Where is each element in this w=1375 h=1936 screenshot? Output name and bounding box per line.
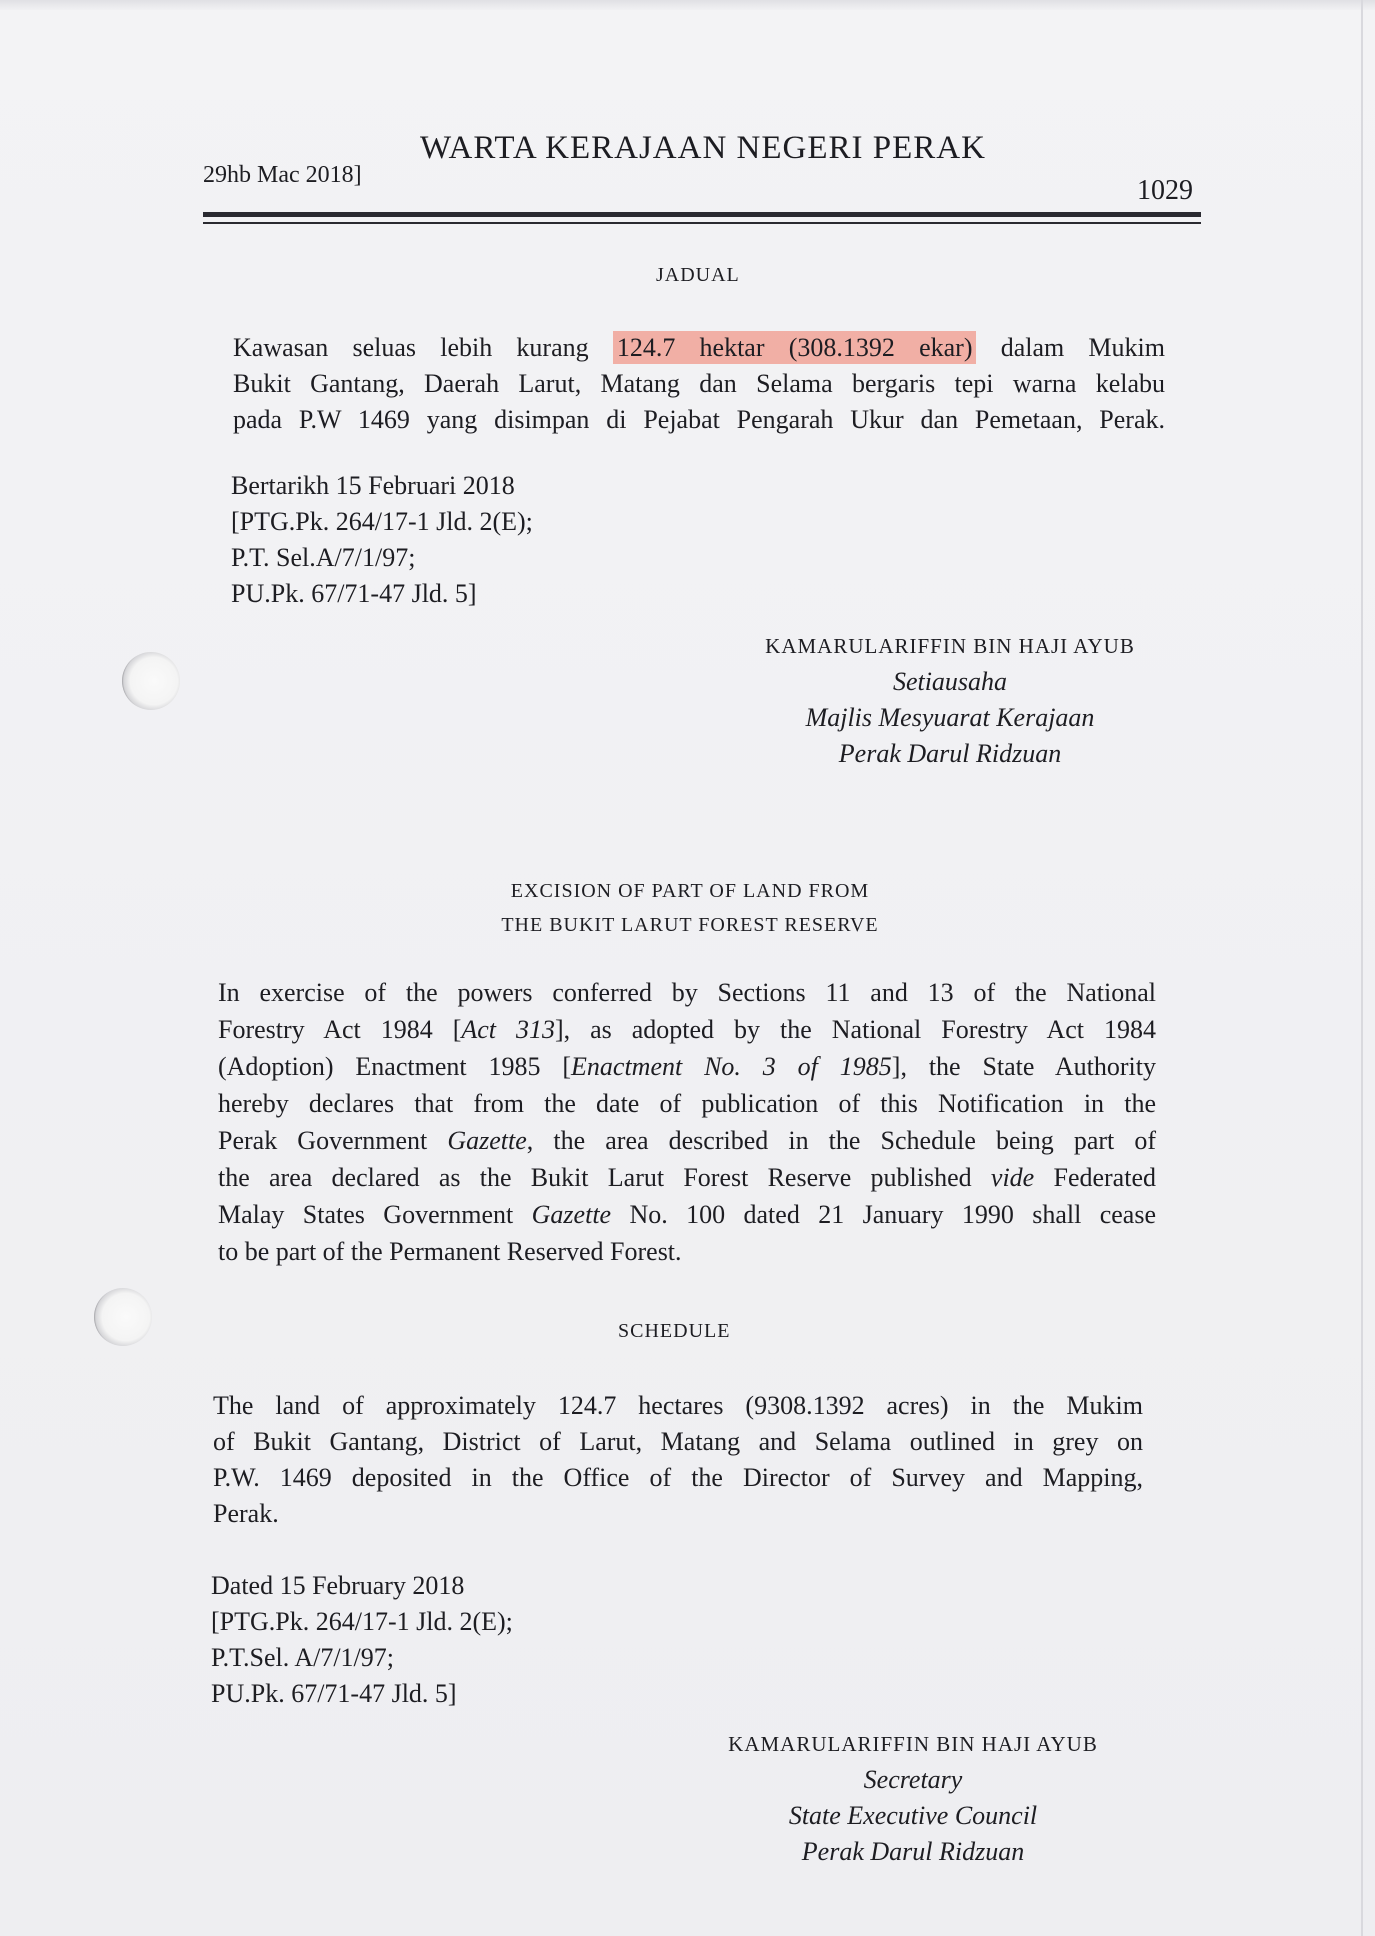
page-right-edge [1361,0,1363,1936]
english-heading-line-1: EXCISION OF PART OF LAND FROM [510,880,870,902]
english-ref-date: Dated 15 February 2018 [211,1571,465,1600]
notification-line-4: hereby declares that from the date of publication of this Notification in the [218,1089,1156,1118]
english-ref-pu: PU.Pk. 67/71-47 Jld. 5] [211,1679,457,1708]
schedule-line-4: Perak. [213,1499,279,1528]
english-signatory-name: KAMARULARIFFIN BIN HAJI AYUB [728,1732,1098,1756]
notification-line-6: the area declared as the Bukit Larut Forest Reserve published vide Federated [218,1163,1156,1192]
english-signatory-title-2: State Executive Council [788,1801,1038,1830]
schedule-line-2: of Bukit Gantang, District of Larut, Matang and Selama outlined in grey on [213,1427,1143,1456]
english-signatory-title-1: Secretary [863,1765,963,1794]
malay-ref-ptg: [PTG.Pk. 264/17-1 Jld. 2(E); [231,507,533,536]
notification-line-2: Forestry Act 1984 [Act 313], as adopted by the National Forestry Act 1984 [218,1015,1156,1044]
punch-hole-lower [94,1288,152,1346]
page-number: 1029 [1137,175,1193,206]
malay-signatory-title-1: Setiausaha [892,667,1008,696]
english-ref-ptg: [PTG.Pk. 264/17-1 Jld. 2(E); [211,1607,513,1636]
schedule-paragraph [213,1388,1143,1532]
english-ref-pt: P.T.Sel. A/7/1/97; [211,1643,394,1672]
jadual-line-2: Bukit Gantang, Daerah Larut, Matang dan Selama bergaris tepi warna kelabu [233,369,1165,398]
notification-line-7: Malay States Government Gazette No. 100 dated 21 January 1990 shall cease [218,1200,1156,1229]
english-signatory-title-3: Perak Darul Ridzuan [801,1837,1025,1866]
malay-ref-pu: PU.Pk. 67/71-47 Jld. 5] [231,579,477,608]
notification-paragraph [218,974,1156,1270]
english-references [211,1568,513,1712]
jadual-line-3: pada P.W 1469 yang disimpan di Pejabat Pengarah Ukur dan Pemetaan, Perak. [233,405,1165,434]
schedule-heading: SCHEDULE [618,1320,731,1342]
gazette-date: 29hb Mac 2018] [203,162,362,188]
english-signature-block [708,1726,1118,1870]
notification-line-1: In exercise of the powers conferred by Sections 11 and 13 of the National [218,978,1156,1007]
punch-hole-upper [122,652,180,710]
malay-signatory-title-2: Majlis Mesyuarat Kerajaan [805,703,1095,732]
notification-line-3: (Adoption) Enactment 1985 [Enactment No. 3 of 1985], the State Authority [218,1052,1156,1081]
malay-signature-block [745,628,1155,772]
schedule-line-1: The land of approximately 124.7 hectares (9308.1392 acres) in the Mukim [213,1391,1143,1420]
schedule-line-3: P.W. 1469 deposited in the Office of the Director of Survey and Mapping, [213,1463,1143,1492]
jadual-paragraph [233,330,1165,438]
malay-signatory-name: KAMARULARIFFIN BIN HAJI AYUB [765,634,1135,658]
english-heading-line-2: THE BUKIT LARUT FOREST RESERVE [501,914,879,936]
malay-references [231,468,533,612]
jadual-heading: JADUAL [656,264,740,286]
highlighted-area: 124.7 hektar (308.1392 ekar) [613,331,977,364]
header-rule-thick [203,212,1201,217]
notification-line-5: Perak Government Gazette, the area described in the Schedule being part of [218,1126,1157,1155]
header-rule-thin [203,222,1201,224]
notification-line-8: to be part of the Permanent Reserved Forest. [218,1237,682,1266]
english-heading [490,874,890,942]
page-top-shadow [0,0,1375,10]
malay-ref-date: Bertarikh 15 Februari 2018 [231,471,515,500]
malay-ref-pt: P.T. Sel.A/7/1/97; [231,543,416,572]
jadual-line-1: Kawasan seluas lebih kurang 124.7 hektar (308.1392 ekar) dalam Mukim [233,333,1165,362]
gazette-title: WARTA KERAJAAN NEGERI PERAK [420,130,986,166]
malay-signatory-title-3: Perak Darul Ridzuan [838,739,1062,768]
